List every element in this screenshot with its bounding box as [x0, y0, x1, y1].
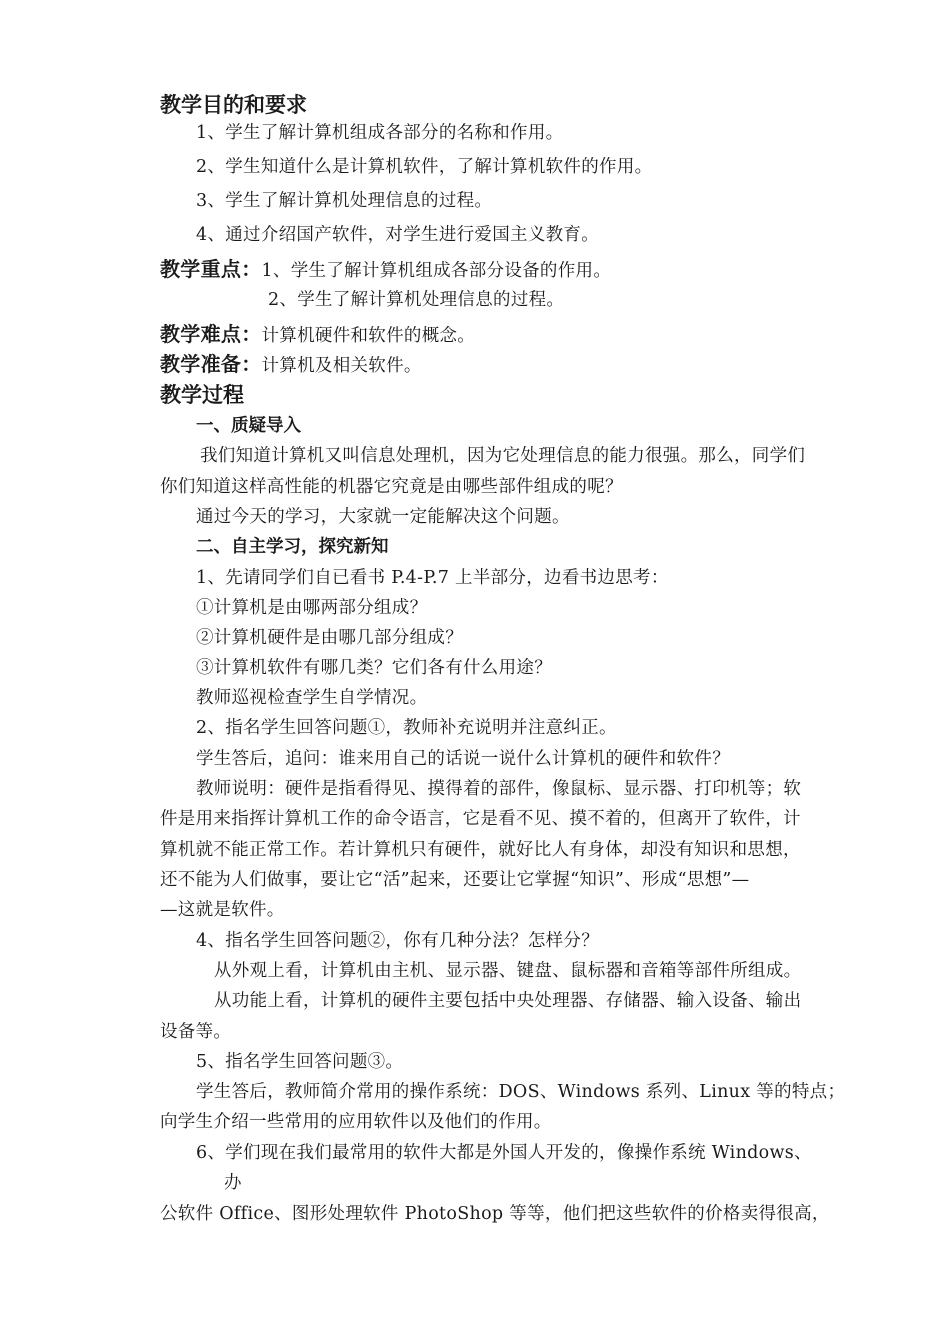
preparation-line — [160, 352, 422, 378]
heading-objectives: 教学目的和要求 — [160, 93, 307, 117]
section2-line: 学生答后，教师简介常用的操作系统：DOS、Windows 系列、Linux 等的特点； — [196, 1082, 846, 1102]
section2-line: 算机就不能正常工作。若计算机只有硬件，就好比人有身体，却没有知识和思想， — [160, 840, 801, 860]
difficulty-text: 计算机硬件和软件的概念。 — [261, 326, 476, 346]
section2-line: 5、指名学生回答问题③。 — [196, 1052, 404, 1072]
section2-line: ③计算机软件有哪几类？它们各有什么用途？ — [196, 658, 552, 678]
section2-line: 还不能为人们做事，要让它“活”起来，还要让它掌握“知识”、形成“思想”— — [160, 870, 750, 890]
section2-line: 设备等。 — [160, 1022, 232, 1042]
section2-line: 4、指名学生回答问题②，你有几种分法？怎样分？ — [196, 931, 600, 951]
section2-line: 2、指名学生回答问题①，教师补充说明并注意纠正。 — [196, 718, 617, 738]
preparation-label: 教学准备： — [160, 352, 262, 376]
section2-line: 1、先请同学们自已看书 P.4-P.7 上半部分，边看书边思考： — [196, 568, 669, 588]
section2-line: 向学生介绍一些常用的应用软件以及他们的作用。 — [160, 1112, 552, 1132]
section1-line: 通过今天的学习，大家就一定能解决这个问题。 — [196, 507, 570, 527]
section2-line: 6、学们现在我们最常用的软件大都是外国人开发的，像操作系统 Windows、 — [196, 1143, 812, 1163]
section2-line: 公软件 Office、图形处理软件 PhotoShop 等等，他们把这些软件的价格卖得很高， — [160, 1204, 830, 1224]
objective-3: 3、学生了解计算机处理信息的过程。 — [196, 191, 493, 211]
key-points-line — [160, 257, 611, 283]
section2-line: 从功能上看，计算机的硬件主要包括中央处理器、存储器、输入设备、输出 — [214, 991, 802, 1011]
difficulty-line — [160, 322, 475, 348]
key-point-1: 1、学生了解计算机组成各部分设备的作用。 — [261, 261, 612, 281]
section2-line: 学生答后，追问：谁来用自己的话说一说什么计算机的硬件和软件？ — [196, 749, 730, 769]
section2-title: 二、自主学习，探究新知 — [196, 537, 389, 557]
objective-4: 4、通过介绍国产软件，对学生进行爱国主义教育。 — [196, 225, 600, 245]
preparation-text: 计算机及相关软件。 — [261, 356, 422, 376]
section2-line: 办 — [224, 1173, 242, 1193]
section2-line: ①计算机是由哪两部分组成？ — [196, 598, 428, 618]
section1-title: 一、质疑导入 — [196, 416, 301, 436]
heading-process: 教学过程 — [160, 383, 244, 407]
section2-line: 教师巡视检查学生自学情况。 — [196, 688, 428, 708]
section2-line: —这就是软件。 — [160, 900, 285, 920]
section2-line: 教师说明：硬件是指看得见、摸得着的部件，像鼠标、显示器、打印机等；软 — [196, 779, 802, 799]
section1-line: 我们知道计算机又叫信息处理机，因为它处理信息的能力很强。那么，同学们 — [200, 446, 806, 466]
key-points-label: 教学重点： — [160, 257, 262, 281]
difficulty-label: 教学难点： — [160, 322, 262, 346]
section1-line: 你们知道这样高性能的机器它究竟是由哪些部件组成的呢？ — [160, 477, 623, 497]
section2-line: ②计算机硬件是由哪几部分组成？ — [196, 628, 463, 648]
section2-line: 件是用来指挥计算机工作的命令语言，它是看不见、摸不着的，但离开了软件，计 — [160, 809, 801, 829]
objective-2: 2、学生知道什么是计算机软件，了解计算机软件的作用。 — [196, 157, 653, 177]
key-point-2: 2、学生了解计算机处理信息的过程。 — [268, 290, 565, 310]
objective-1: 1、学生了解计算机组成各部分的名称和作用。 — [196, 123, 564, 143]
section2-line: 从外观上看，计算机由主机、显示器、键盘、鼠标器和音箱等部件所组成。 — [214, 961, 802, 981]
